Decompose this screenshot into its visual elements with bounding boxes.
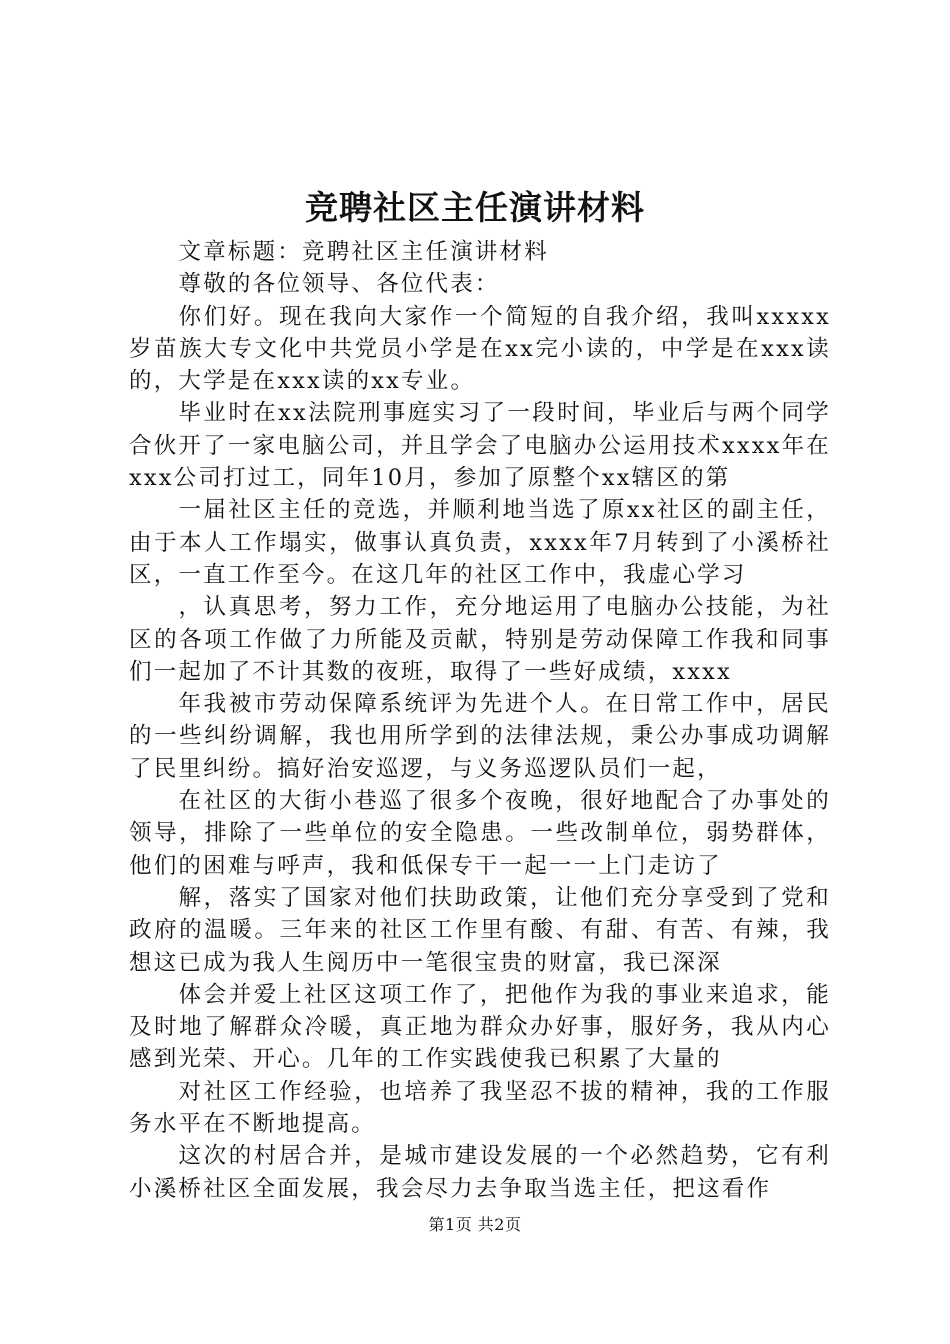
paragraph-salutation: 尊敬的各位领导、各位代表：	[178, 271, 500, 298]
paragraph: 年我被市劳动保障系统评为先进个人。在日常工作中，居民的一些纠纷调解，我也用所学到的法律法规，秉公办事成功调解了民里纠纷。搞好治安巡逻，与义务巡逻队员们一起，	[129, 691, 831, 782]
paragraph: 这次的村居合并，是城市建设发展的一个必然趋势，它有利小溪桥社区全面发展，我会尽力去争取当选主任，把这看作	[129, 1143, 831, 1202]
paragraph-article-title: 文章标题：竞聘社区主任演讲材料	[178, 239, 550, 265]
paragraph: 一届社区主任的竞选，并顺利地当选了原xx社区的副主任，由于本人工作塌实，做事认真负责，xxxx年7月转到了小溪桥社区，一直工作至今。在这几年的社区工作中，我虚心学习	[129, 497, 831, 588]
paragraph: 你们好。现在我向大家作一个简短的自我介绍，我叫xxxxx岁苗族大专文化中共党员小学是在xx完小读的，中学是在xxx读的，大学是在xxx读的xx专业。	[129, 303, 831, 395]
document-body	[129, 236, 831, 1205]
paragraph: ，认真思考，努力工作，充分地运用了电脑办公技能，为社区的各项工作做了力所能及贡献，特别是劳动保障工作我和同事们一起加了不计其数的夜班，取得了一些好成绩，xxxx	[129, 594, 831, 685]
paragraph: 在社区的大街小巷巡了很多个夜晚，很好地配合了办事处的领导，排除了一些单位的安全隐患。一些改制单位，弱势群体，他们的困难与呼声，我和低保专干一起一一上门走访了	[129, 788, 831, 879]
paragraph: 对社区工作经验，也培养了我坚忍不拔的精神，我的工作服务水平在不断地提高。	[129, 1078, 831, 1138]
page-footer: 第1页 共2页	[428, 1215, 522, 1234]
paragraph: 体会并爱上社区这项工作了，把他作为我的事业来追求，能及时地了解群众冷暖，真正地为群众办好事，服好务，我从内心感到光荣、开心。几年的工作实践使我已积累了大量的	[129, 981, 831, 1073]
document-title: 竞聘社区主任演讲材料	[305, 188, 645, 227]
paragraph: 毕业时在xx法院刑事庭实习了一段时间，毕业后与两个同学合伙开了一家电脑公司，并且学会了电脑办公运用技术xxxx年在xxx公司打过工，同年10月，参加了原整个xx辖区的第	[129, 400, 831, 492]
paragraph: 解，落实了国家对他们扶助政策，让他们充分享受到了党和政府的温暖。三年来的社区工作里有酸、有甜、有苦、有辣，我想这已成为我人生阅历中一笔很宝贵的财富，我已深深	[129, 884, 831, 976]
